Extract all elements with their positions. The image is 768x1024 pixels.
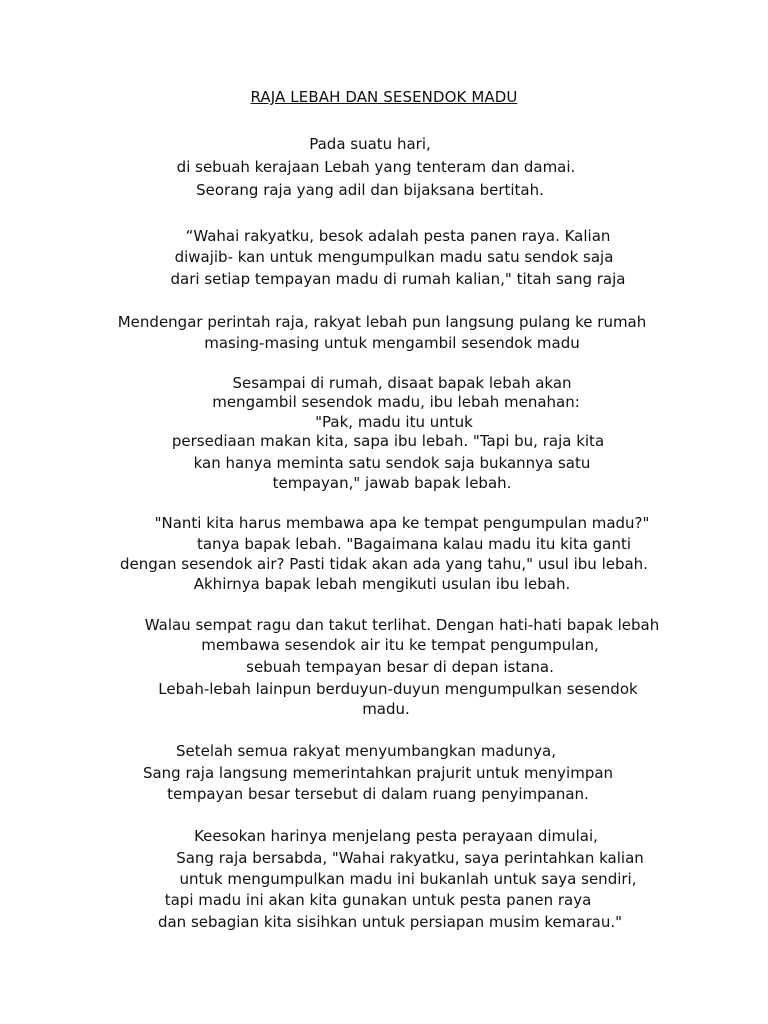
text-line: tempayan," jawab bapak lebah.	[272, 474, 512, 492]
text-line: di sebuah kerajaan Lebah yang tenteram dan damai.	[176, 158, 576, 176]
document-title: RAJA LEBAH DAN SESENDOK MADU	[250, 88, 518, 106]
text-line: kan hanya meminta satu sendok saja bukannya satu	[193, 454, 591, 472]
text-line: membawa sesendok air itu ke tempat pengumpulan,	[201, 636, 599, 654]
text-line: Mendengar perintah raja, rakyat lebah pun langsung pulang ke rumah	[117, 313, 647, 331]
text-line: Sang raja bersabda, "Wahai rakyatku, saya perintahkan kalian	[176, 849, 644, 867]
text-line: diwajib- kan untuk mengumpulkan madu satu sendok saja	[174, 248, 614, 266]
text-line: dari setiap tempayan madu di rumah kalian," titah sang raja	[170, 270, 626, 288]
text-line: persediaan makan kita, sapa ibu lebah. "Tapi bu, raja kita	[171, 432, 605, 450]
text-line: Keesokan harinya menjelang pesta perayaan dimulai,	[194, 827, 598, 845]
text-line: sebuah tempayan besar di depan istana.	[246, 658, 554, 676]
text-line: Sang raja langsung memerintahkan prajurit untuk menyimpan	[142, 764, 614, 782]
text-line: untuk mengumpulkan madu ini bukanlah untuk saya sendiri,	[179, 870, 637, 888]
text-line: mengambil sesendok madu, ibu lebah menahan:	[212, 393, 580, 411]
text-line: masing-masing untuk mengambil sesendok madu	[204, 334, 580, 352]
text-line: "Pak, madu itu untuk	[315, 413, 473, 431]
text-line: Lebah-lebah lainpun berduyun-duyun mengumpulkan sesendok	[158, 680, 638, 698]
text-line: madu.	[362, 700, 410, 718]
text-line: Setelah semua rakyat menyumbangkan madunya,	[176, 742, 556, 760]
text-line: tapi madu ini akan kita gunakan untuk pesta panen raya	[164, 891, 592, 909]
text-line: tanya bapak lebah. "Bagaimana kalau madu itu kita ganti	[196, 535, 632, 553]
text-line: Sesampai di rumah, disaat bapak lebah akan	[232, 374, 572, 392]
text-line: Walau sempat ragu dan takut terlihat. Dengan hati-hati bapak lebah	[144, 616, 660, 634]
text-line: tempayan besar tersebut di dalam ruang penyimpanan.	[167, 785, 589, 803]
text-line: dengan sesendok air? Pasti tidak akan ada yang tahu," usul ibu lebah.	[120, 555, 648, 573]
text-line: dan sebagian kita sisihkan untuk persiapan musim kemarau."	[157, 913, 623, 931]
text-line: Pada suatu hari,	[309, 135, 431, 153]
text-line: Seorang raja yang adil dan bijaksana bertitah.	[196, 181, 544, 199]
text-line: Akhirnya bapak lebah mengikuti usulan ibu lebah.	[193, 575, 571, 593]
text-line: "Nanti kita harus membawa apa ke tempat pengumpulan madu?"	[154, 514, 650, 532]
text-line: “Wahai rakyatku, besok adalah pesta panen raya. Kalian	[185, 227, 611, 245]
